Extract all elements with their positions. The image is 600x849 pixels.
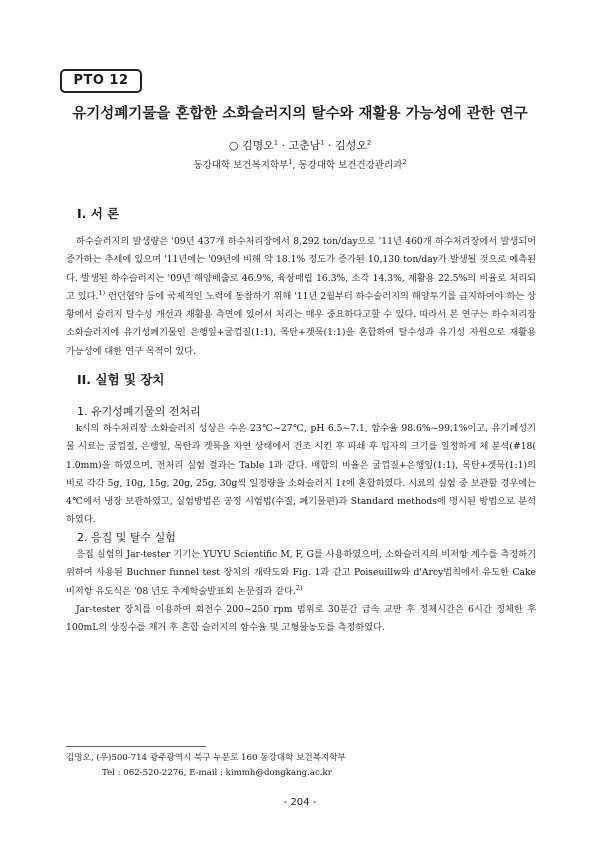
footnote-divider [66, 746, 206, 747]
introduction-text-continued: 런던협약 등에 국제적인 노력에 동참하기 위해 '11년 2월부터 하수슬러지의 해양투기를 금지하여야 하는 상황에서 슬러지 탈수성 개선과 재활용 측면에 있어서 처리는 매우 중요하다고할 수 있다. 따라서 본 연구는 하수처리장 소화슬러지에 유기성폐기물인 은행잎+굴껍질(1:1), 목탄+겟묵(1:1)을 혼합하여 탈수성과 유기성 자원으로 재활용 가능성에 대한 연구 목적이 있다. [66, 290, 536, 357]
jar-test-paragraph: Jar-tester 장치를 이용하여 회전수 200~250 rpm 범위로 30분간 급속 교반 후 정체시간은 6시간 정체한 후 100mL의 상징수를 채거 후 혼합 슬러지의 함수율 및 고형물농도를 측정하였다. [66, 604, 536, 634]
introduction-text: 하수슬러지의 발생량은 '09년 437개 하수처리장에서 8,292 ton/day으로 '11년 460개 하수처리장에서 발생되어 증가하는 추세에 있으며 '11년에는 '09년에 비해 약 18.1% 정도가 증가된 10,130 ton/day가 발생될 것으로 예측된다. 발생된 하수슬러지는 '09년 해양배출로 46.9%, 육상매립 16.3%, 소각 14.3%, 재활용 22.5%의 비율로 처리되고 있다. [66, 236, 536, 302]
coagulation-paragraph [66, 546, 536, 601]
presenter-mark: ○ [228, 139, 239, 152]
author-3: 김성오 [335, 139, 367, 152]
affiliation-2-mark: 2 [402, 157, 407, 166]
subsection-heading-pretreatment: 1. 유기성폐기물의 전처리 [77, 405, 201, 418]
author-3-affil: 2 [366, 138, 372, 147]
affiliation-1-mark: 1 [288, 157, 293, 166]
citation-2: 2) [295, 583, 303, 592]
coagulation-text: 응집 실험의 Jar-tester 기기는 YUYU Scientific M, F, G를 사용하였으며, 소화슬러지의 비저항 계수를 측정하기 위하여 사용된 Buchner funnel test 장치의 개략도와 Fig. 1과 같고 Poiseuillw와 d'Arcy법칙에서 유도한 Cake 비저항 유도식은 '08 년도 추계학술발표회 논문집과 같다. [66, 549, 536, 597]
paper-title: 유기성폐기물을 혼합한 소화슬러지의 탈수와 재활용 가능성에 관한 연구 [72, 106, 528, 122]
author-1: 김명오 [242, 139, 274, 152]
page-number: - 204 - [283, 797, 317, 808]
author-separator: · [278, 139, 289, 152]
author-2: 고춘남 [288, 139, 321, 152]
section-heading-introduction: I. 서 론 [77, 206, 120, 221]
subsection-heading-coagulation: 2. 응집 및 탈수 실험 [77, 531, 176, 544]
author-line [0, 138, 600, 154]
footnote-contact: Tel : 062-520-2276, E-mail : kimmh@dongkang.ac.kr [102, 768, 332, 778]
section-heading-methods: II. 실험 및 장치 [77, 372, 165, 387]
affiliation-separator: , [292, 160, 299, 171]
affiliation-1: 동강대학 보건복지학부 [193, 160, 289, 171]
citation-1: 1) [98, 288, 106, 297]
introduction-paragraph [66, 233, 536, 361]
author-2-affil: 1 [320, 138, 325, 147]
affiliation-line [0, 159, 600, 173]
author-1-affil: 1 [273, 138, 279, 147]
session-tag: PTO 12 [60, 69, 142, 93]
pretreatment-paragraph: k시의 하수처리장 소화슬러지 성상은 수온 23℃~27℃, pH 6.5~7.1, 함수율 98.6%~99.1%이고, 유기폐성기물 시료는 굴껍질, 은행잎, 목탄과 겟묵을 자연 상태에서 건조 시킨 후 파쇄 후 입자의 크기를 일정하게 체 분석(#18( 1.0mm)을 하였으며, 전처리 실험 결과는 Table 1과 같다. 배합의 비율은 굴껍질+은행잎(1:1), 목탄+겟묵(1:1)의 비로 각각 5g, 10g, 15g, 20g, 25g, 30g씩 일정량을 소화슬러지 1ℓ에 혼합하였다. 시료의 실험 중 보관할 경우에는 4℃에서 냉장 보관하였고, 실험방법은 공정 시험법(수질, 폐기물편)과 Standard methods에 명시된 방법으로 분석 하였다. [66, 423, 536, 526]
author-separator: · [324, 139, 336, 152]
affiliation-2: 동강대학 보건건강관리과 [298, 160, 403, 171]
footnote-address: 김명오, (우)500-714 광주광역시 북구 누문로 160 동강대학 보건복지학부 [66, 753, 346, 763]
